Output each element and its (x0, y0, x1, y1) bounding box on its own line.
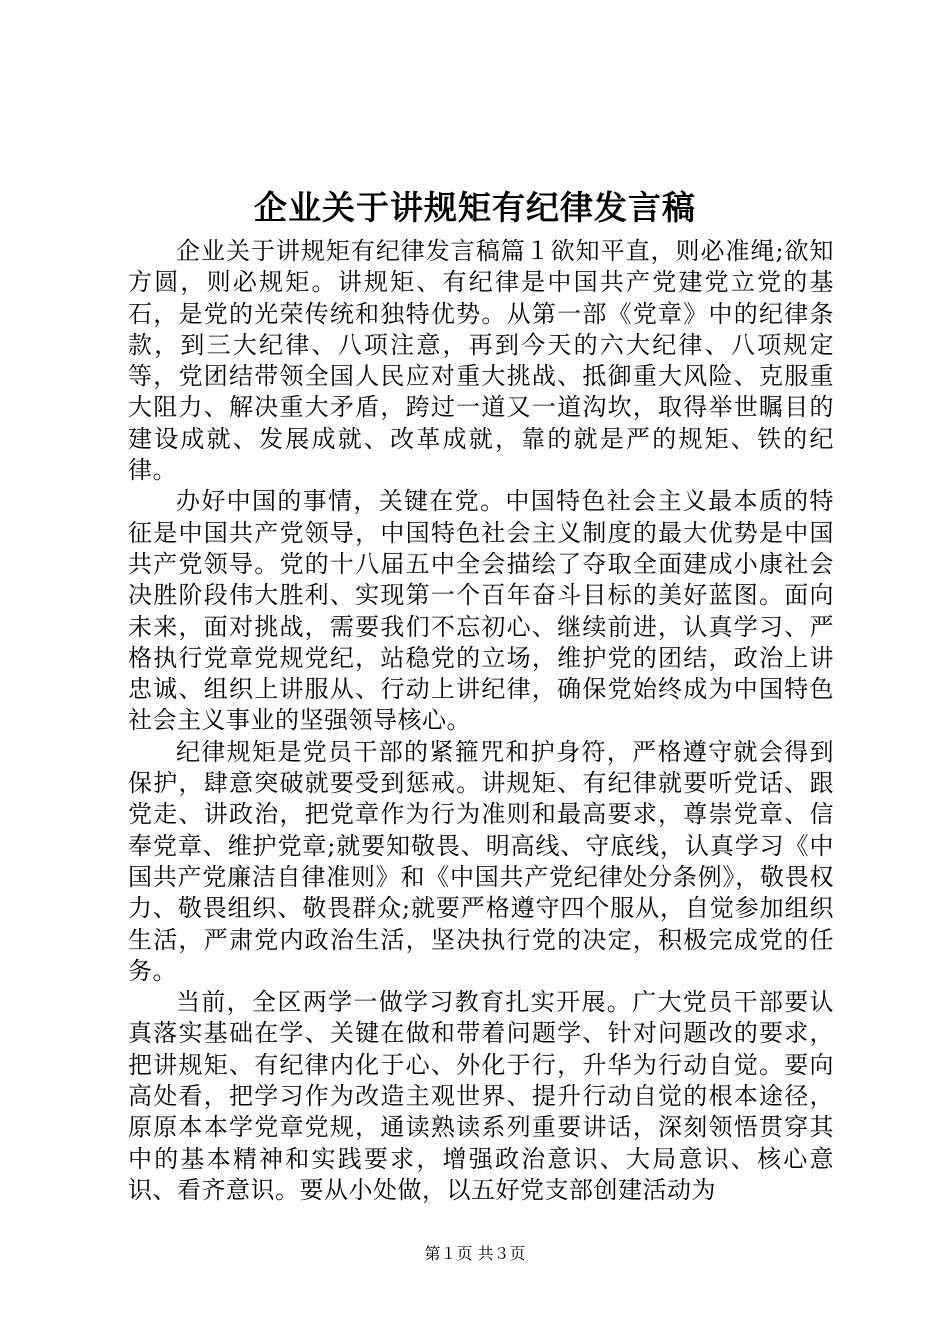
document-body (128, 236, 834, 1206)
paragraph-2: 办好中国的事情，关键在党。中国特色社会主义最本质的特征是中国共产党领导，中国特色社会主义制度的最大优势是中国共产党领导。党的十八届五中全会描绘了夺取全面建成小康社会决胜阶段伟大胜利、实现第一个百年奋斗目标的美好蓝图。面向未来，面对挑战，需要我们不忘初心、继续前进，认真学习、严格执行党章党规党纪，站稳党的立场，维护党的团结，政治上讲忠诚、组织上讲服从、行动上讲纪律，确保党始终成为中国特色社会主义事业的坚强领导核心。 (128, 487, 834, 735)
paragraph-3: 纪律规矩是党员干部的紧箍咒和护身符，严格遵守就会得到保护，肆意突破就要受到惩戒。讲规矩、有纪律就要听党话、跟党走、讲政治，把党章作为行为准则和最高要求，尊崇党章、信奉党章、维护党章;就要知敬畏、明高线、守底线，认真学习《中国共产党廉洁自律准则》和《中国共产党纪律处分条例》，敬畏权力、敬畏组织、敬畏群众;就要严格遵守四个服从，自觉参加组织生活，严肃党内政治生活，坚决执行党的决定，积极完成党的任务。 (128, 737, 834, 985)
page-number-footer: 第１页 共３页 (424, 1244, 526, 1263)
document-title: 企业关于讲规矩有纪律发言稿 (254, 188, 696, 227)
paragraph-4: 当前，全区两学一做学习教育扎实开展。广大党员干部要认真落实基础在学、关键在做和带着问题学、针对问题改的要求，把讲规矩、有纪律内化于心、外化于行，升华为行动自觉。要向高处看，把学习作为改造主观世界、提升行动自觉的根本途径，原原本本学党章党规，通读熟读系列重要讲话，深刻领悟贯穿其中的基本精神和实践要求，增强政治意识、大局意识、核心意识、看齐意识。要从小处做，以五好党支部创建活动为 (128, 988, 834, 1204)
paragraph-1: 企业关于讲规矩有纪律发言稿篇１欲知平直，则必准绳;欲知方圆，则必规矩。讲规矩、有纪律是中国共产党建党立党的基石，是党的光荣传统和独特优势。从第一部《党章》中的纪律条款，到三大纪律、八项注意，再到今天的六大纪律、八项规定等，党团结带领全国人民应对重大挑战、抵御重大风险、克服重大阻力、解决重大矛盾，跨过一道又一道沟坎，取得举世瞩目的建设成就、发展成就、改革成就，靠的就是严的规矩、铁的纪律。 (128, 237, 834, 485)
